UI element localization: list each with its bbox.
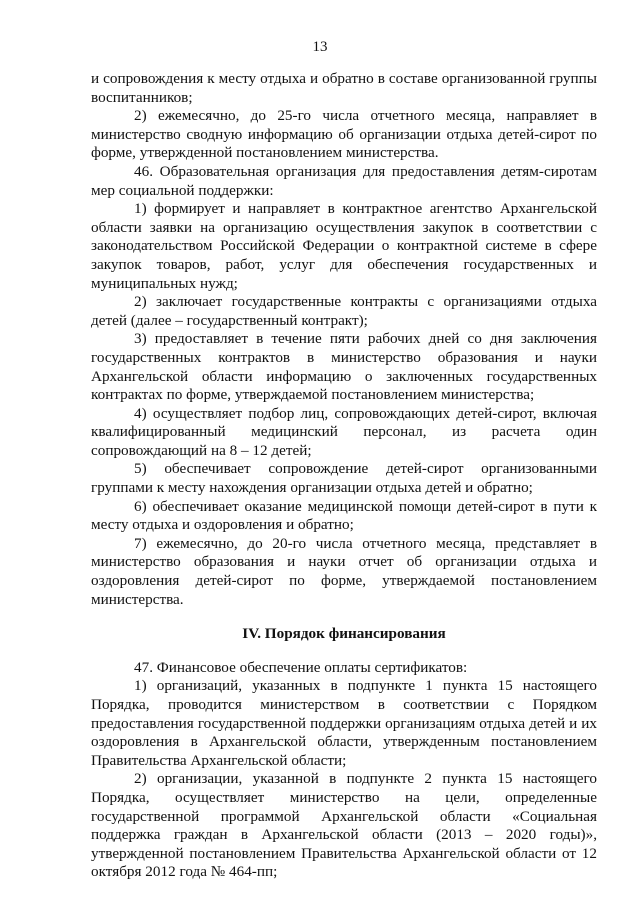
paragraph-47-item-1: 1) организаций, указанных в подпункте 1 пункта 15 настоящего Порядка, проводится министерством в соответствии с Порядком предоставления государственной поддержки организациям отдыха детей и их оздоровления в Архангельской области, утвержденным постановлением Правительства Архангельской области; [91, 677, 597, 769]
paragraph-46-item-5: 5) обеспечивает сопровождение детей-сирот организованными группами к месту нахождения организации отдыха детей и обратно; [91, 460, 597, 497]
paragraph-46-item-3: 3) предоставляет в течение пяти рабочих дней со дня заключения государственных контрактов в министерство образования и науки Архангельской области информацию о заключенных государственных контрактах по форме, утверждаемой постановлением министерства; [91, 330, 597, 404]
paragraph-47: 47. Финансовое обеспечение оплаты сертификатов: [134, 658, 468, 676]
paragraph-46-item-4: 4) осуществляет подбор лиц, сопровождающих детей-сирот, включая квалифицированный медицинский персонал, из расчета один сопровождающий на 8 – 12 детей; [91, 404, 597, 459]
paragraph-46-item-6: 6) обеспечивает оказание медицинской помощи детей-сирот в пути к месту отдыха и оздоровления и обратно; [91, 497, 597, 534]
paragraph-47-item-2: 2) организации, указанной в подпункте 2 пункта 15 настоящего Порядка, осуществляет министерство на цели, определенные государственной программой Архангельской области «Социальная поддержка граждан в Архангельской области (2013 – 2020 годы)», утвержденной постановлением Правительства Архангельской области от 12 октября 2012 года № 464-пп; [91, 770, 597, 881]
paragraph-45-item-2: 2) ежемесячно, до 25-го числа отчетного месяца, направляет в министерство сводную информацию об организации отдыха детей-сирот по форме, утвержденной постановлением министерства. [91, 107, 597, 162]
document-body [91, 70, 597, 882]
page-number: 13 [312, 39, 328, 55]
paragraph-46-item-1: 1) формирует и направляет в контрактное агентство Архангельской области заявки на организацию осуществления закупок в соответствии с законодательством Российской Федерации о контрактной системе в сфере закупок товаров, работ, услуг для обеспечения государственных и муниципальных нужд; [91, 200, 597, 292]
section-heading: IV. Порядок финансирования [242, 625, 446, 643]
paragraph-46-item-7: 7) ежемесячно, до 20-го числа отчетного месяца, представляет в министерство образования и науки отчет об организации отдыха и оздоровления детей-сирот по форме, утверждаемой постановлением министерства. [91, 534, 597, 608]
paragraph-46-item-2: 2) заключает государственные контракты с организациями отдыха детей (далее – государственный контракт); [91, 293, 597, 329]
paragraph-46: 46. Образовательная организация для предоставления детям-сиротам мер социальной поддержки: [91, 162, 597, 199]
paragraph-continuation: и сопровождения к месту отдыха и обратно в составе организованной группы воспитанников; [91, 70, 597, 106]
